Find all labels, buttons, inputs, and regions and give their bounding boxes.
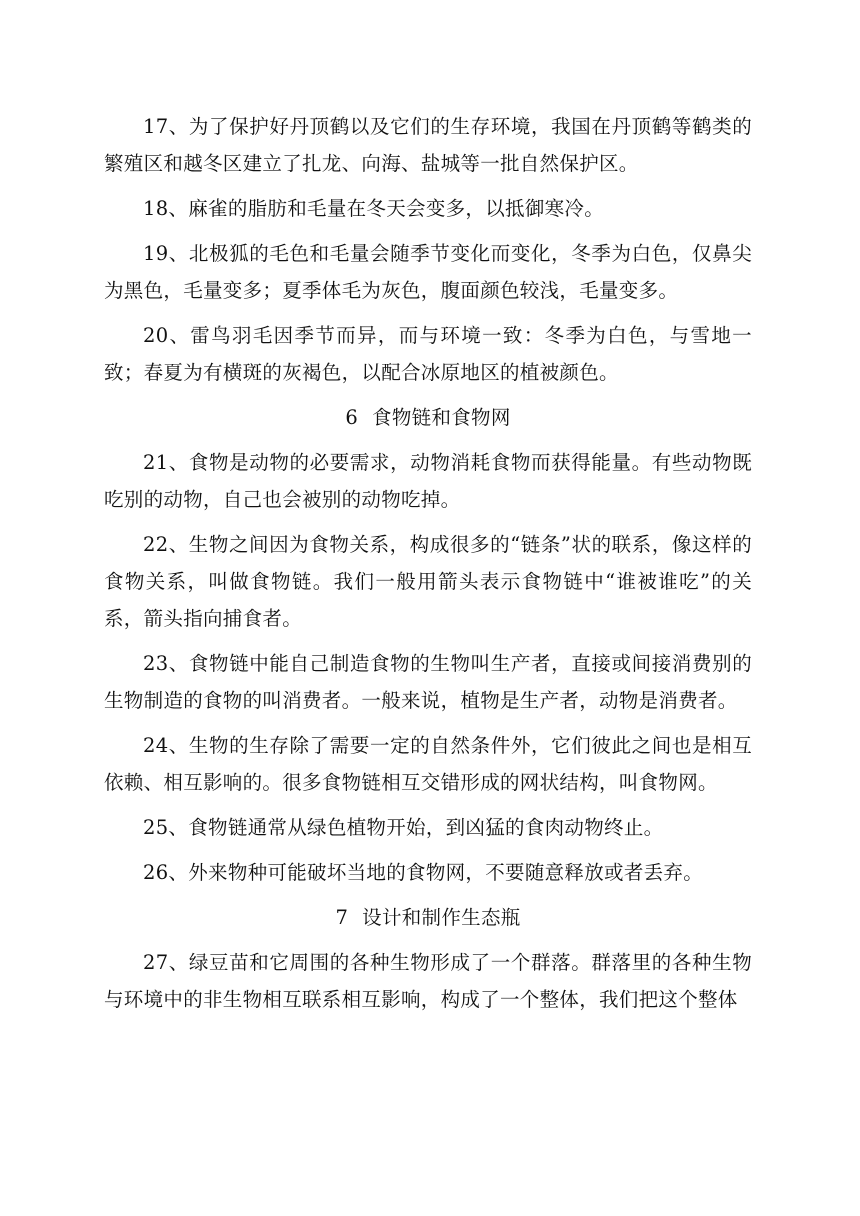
paragraph-17: 17、为了保护好丹顶鹤以及它们的生存环境，我国在丹顶鹤等鹤类的繁殖区和越冬区建立了扎龙、向海、盐城等一批自然保护区。 [104, 115, 752, 175]
section-heading-6 [104, 399, 752, 436]
paragraph-18: 18、麻雀的脂肪和毛量在冬天会变多，以抵御寒冷。 [143, 197, 605, 220]
section-title: 食物链和食物网 [372, 406, 511, 429]
section-heading-7 [104, 899, 752, 936]
section-title: 设计和制作生态瓶 [362, 906, 521, 929]
paragraph-23: 23、食物链中能自己制造食物的生物叫生产者，直接或间接消费别的生物制造的食物的叫消费者。一般来说，植物是生产者，动物是消费者。 [104, 652, 752, 712]
paragraph-20: 20、雷鸟羽毛因季节而异，而与环境一致：冬季为白色，与雪地一致；春夏为有横斑的灰褐色，以配合冰原地区的植被颜色。 [104, 324, 752, 384]
paragraph-19: 19、北极狐的毛色和毛量会随季节变化而变化，冬季为白色，仅鼻尖为黑色，毛量变多；夏季体毛为灰色，腹面颜色较浅，毛量变多。 [104, 242, 752, 302]
paragraph-27: 27、绿豆苗和它周围的各种生物形成了一个群落。群落里的各种生物与环境中的非生物相互联系相互影响，构成了一个整体，我们把这个整体 [104, 951, 752, 1011]
paragraph-26: 26、外来物种可能破坏当地的食物网，不要随意释放或者丢弃。 [143, 861, 704, 884]
section-number: 6 [345, 406, 359, 429]
section-number: 7 [335, 906, 349, 929]
paragraph-25: 25、食物链通常从绿色植物开始，到凶猛的食肉动物终止。 [143, 816, 664, 839]
paragraph-21: 21、食物是动物的必要需求，动物消耗食物而获得能量。有些动物既吃别的动物，自己也会被别的动物吃掉。 [104, 451, 752, 511]
document-page [104, 108, 752, 1026]
paragraph-24: 24、生物的生存除了需要一定的自然条件外，它们彼此之间也是相互依赖、相互影响的。很多食物链相互交错形成的网状结构，叫食物网。 [104, 734, 752, 794]
paragraph-22: 22、生物之间因为食物关系，构成很多的“链条”状的联系，像这样的食物关系，叫做食物链。我们一般用箭头表示食物链中“谁被谁吃”的关系，箭头指向捕食者。 [104, 533, 752, 630]
